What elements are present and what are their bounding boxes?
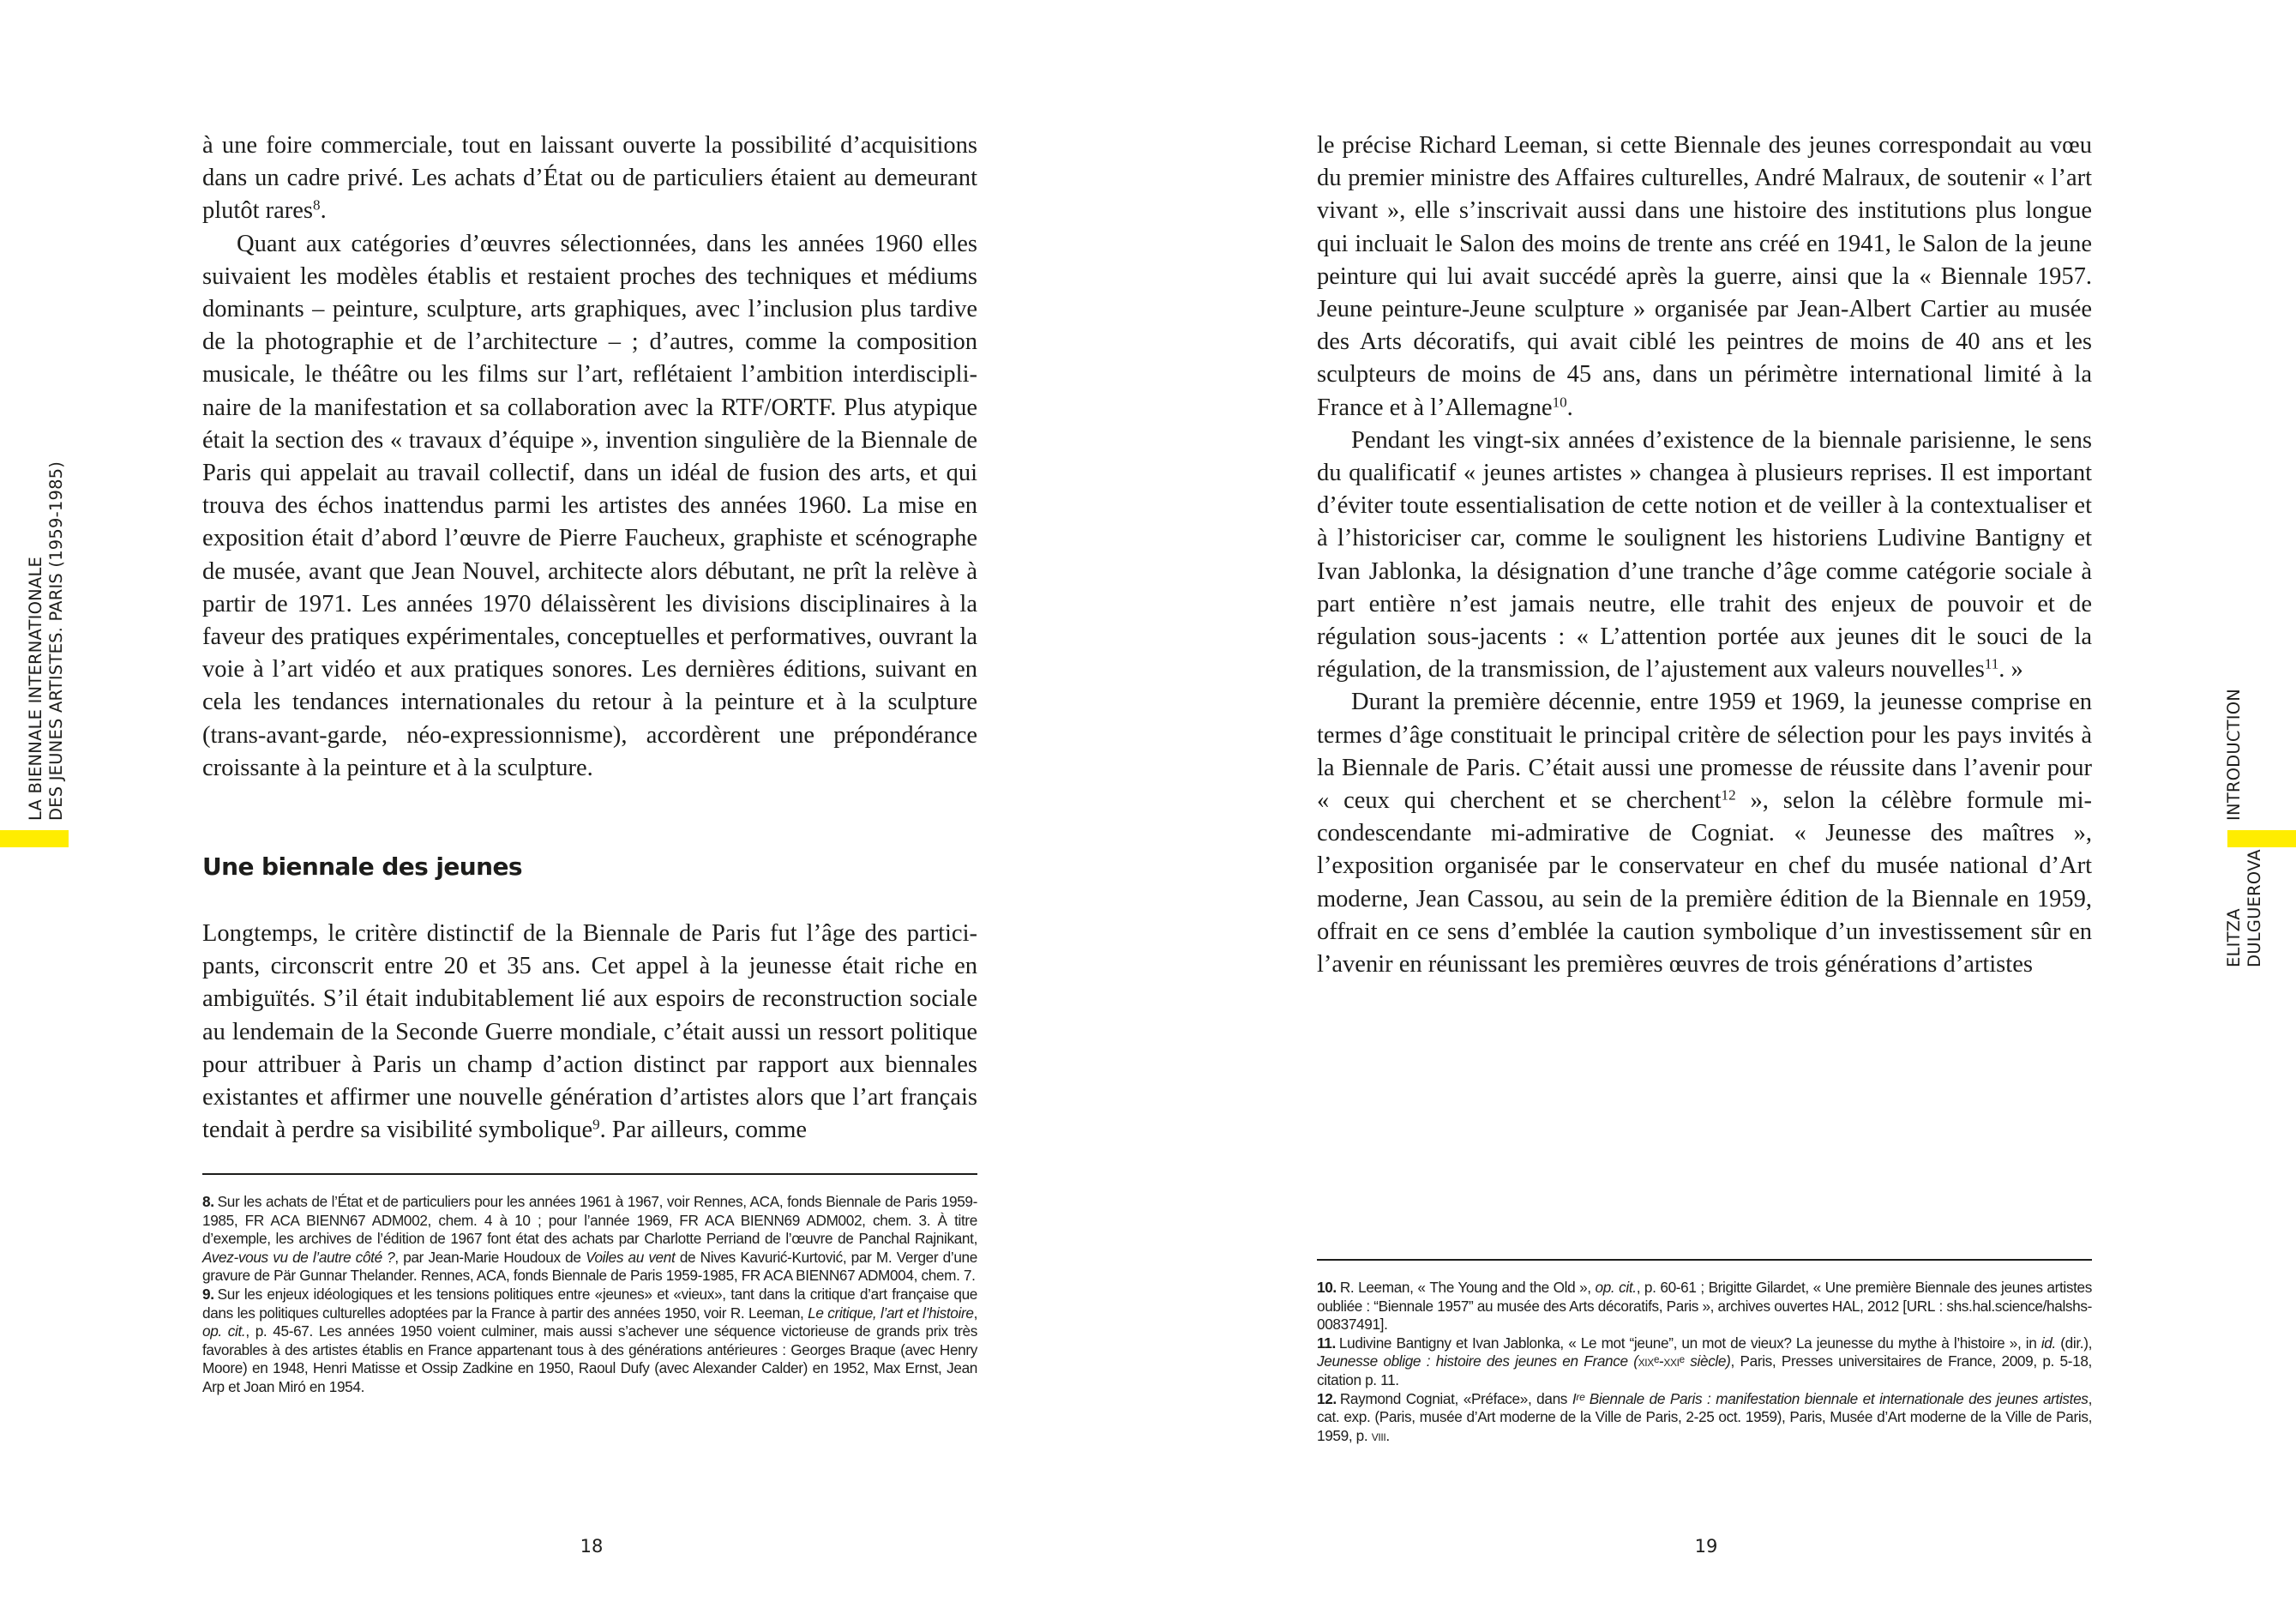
accent-bar-left: [0, 830, 69, 847]
running-title-left: [26, 461, 67, 821]
footnotes-left: [202, 1193, 977, 1397]
left-body-text-section: [202, 918, 977, 1147]
author-first-name: ELITZA: [2224, 908, 2244, 967]
footnote-number: 9.: [202, 1285, 214, 1303]
page-number-right: 19: [1694, 1536, 1718, 1557]
footnote: 11. Ludivine Bantigny et Ivan Jablonka, « Le mot “jeune”, un mot de vieux? La jeunesse du mythe à l’histoire », in id. (dir.), Jeunesse oblige : histoire des jeunes en France (xixᵉ-xxiᵉ siècle), Paris, Presses universitaires de France, 2009, p. 5-18, citation p. 11.: [1317, 1334, 2092, 1388]
footnote-number: 10.: [1317, 1279, 1337, 1296]
section-title: INTRODUCTION: [2224, 688, 2244, 821]
footnote-ref[interactable]: 12: [1721, 786, 1736, 804]
running-title-section: [2224, 689, 2245, 821]
running-title-line-1: LA BIENNALE INTERNATIONALE: [26, 556, 45, 821]
paragraph: Quant aux catégories d’œuvres sélectionnées, dans les années 1960 elles suivaient les modèles établis et restaient proches des techniques et médiums dominants – peinture, sculpture, arts graphiques, avec l’inclusion plus tardive de la photographie et de l’architecture – ; d’autres, comme la composition musicale, le théâtre ou les films sur l’art, reflétaient l’ambition interdisciplinaire de la manifestation et sa collaboration avec la RTF/ORTF. Plus atypique était la section des « travaux d’équipe », invention singulière de la Biennale de Paris qui appelait au travail collectif, dans un idéal de fusion des arts, et qui trouva des échos inattendus parmi les artistes des années 1960. La mise en exposition était d’abord l’œuvre de Pierre Faucheux, graphiste et scénographe de musée, avant que Jean Nouvel, architecte alors débutant, ne prît la relève à partir de 1971. Les années 1970 délaissèrent les divisions disciplinaires à la faveur des pratiques expérimentales, conceptuelles et performatives, ouvrant la voie à l’art vidéo et aux pratiques sonores. Les dernières éditions, suivant en cela les tendances internationales du retour à la peinture et à la sculpture (trans-avant-garde, néo-expressionnisme), accordèrent une prépondérance croissante à la peinture et à la sculpture.: [202, 230, 977, 781]
footnote: 8. Sur les achats de l’État et de particuliers pour les années 1961 à 1967, voir Rennes, ACA, fonds Biennale de Paris 1959-1985, FR ACA BIENN67 ADM002, chem. 4 à 10 ; pour l’année 1969, FR ACA BIENN69 ADM002, chem. 3. À titre d’exemple, les archives de l’édition de 1967 font état des achats par Charlotte Perriand de l’œuvre de Panchal Rajnikant, Avez-vous vu de l’autre côté ?, par Jean-Marie Houdoux de Voiles au vent de Nives Kavurić-Kurtović, par M. Verger d’une gravure de Pär Gunnar Thelander. Rennes, ACA, fonds Biennale de Paris 1959-1985, FR ACA BIENN67 ADM004, chem. 7.: [202, 1193, 977, 1285]
right-body-text: [1317, 129, 2092, 981]
section-heading: Une biennale des jeunes: [202, 852, 522, 881]
running-title-author: [2224, 849, 2265, 967]
footnote-ref[interactable]: 8: [313, 197, 321, 214]
footnote: 9. Sur les enjeux idéologiques et les tensions politiques entre «jeunes» et «vieux», tant dans la critique d’art française que dans les politiques culturelles adoptées par la France à partir des années 1950, voir R. Leeman, Le critique, l’art et l’histoire, op. cit., p. 45-67. Les années 1950 voient culminer, mais aussi s’achever une séquence victorieuse de grands prix très favorables à des artistes établis en France appartenant tous à des générations antérieures : Georges Braque (avec Henry Moore) en 1948, Henri Matisse et Ossip Zadkine en 1950, Raoul Dufy (avec Alexander Calder) en 1952, Max Ernst, Jean Arp et Joan Miró en 1954.: [202, 1285, 977, 1395]
footnote-divider-right: [1317, 1259, 2092, 1261]
footnote: 10. R. Leeman, « The Young and the Old », op. cit., p. 60-61 ; Brigitte Gilardet, « Une première Biennale des jeunes artistes oubliée : “Biennale 1957” au musée des Arts décoratifs, Paris », archives ouvertes HAL, 2012 [URL : shs.hal.science/halshs-00837491].: [1317, 1279, 2092, 1334]
paragraph: Pendant les vingt-six années d’existence de la biennale parisienne, le sens du qualificatif « jeunes artistes » changea à plusieurs reprises. Il est important d’éviter toute essentialisation de cette notion et de veiller à la contextualiser et à l’historiciser car, comme le soulignent les historiens Ludivine Bantigny et Ivan Jablonka, la désignation d’une tranche d’âge comme catégorie sociale à part entière n’est jamais neutre, elle trahit des enjeux de pouvoir et de régulation sous-jacents : « L’attention portée aux jeunes dit le souci de la régulation, de la transmission, de l’ajustement aux valeurs nouvelles$^{11}$. »: [1317, 426, 2092, 684]
paragraph: Durant la première décennie, entre 1959 et 1969, la jeunesse comprise en termes d’âge constituait le principal critère de sélection pour les pays invités à la Biennale de Paris. C’était aussi une promesse de réussite dans l’avenir pour « ceux qui cherchent et se cherchent$^{12}$ », selon la célèbre formule mi-condescendante mi-admirative de Cogniat. « Jeunesse des maîtres », l’exposition organisée par le conservateur en chef du musée national d’Art moderne, Jean Cassou, au sein de la première édition de la Biennale en 1959, offrait en ce sens d’emblée la caution symbolique d’un investissement sûr en l’avenir en réunissant les premières œuvres de trois générations d’artistes: [1317, 689, 2093, 979]
footnote-ref[interactable]: 9: [592, 1116, 600, 1133]
paragraph: le précise Richard Leeman, si cette Biennale des jeunes correspondait au vœu du premier ministre des Affaires culturelles, André Malraux, de soutenir « l’art vivant », elle s’inscrivait aussi dans une histoire des institutions plus longue qui incluait le Salon des moins de trente ans créé en 1941, le Salon de la jeune peinture qui lui avait succédé après la guerre, ainsi que la « Biennale 1957. Jeune peinture-Jeune sculpture » organisée par Jean-Albert Cartier au musée des Arts décoratifs, qui avait ciblé les peintres de moins de 40 ans et les sculpteurs de moins de 45 ans, dans un périmètre international limité à la France et à l’Allemagne$^{10}$.: [1317, 132, 2092, 421]
footnote: 12. Raymond Cogniat, «Préface», dans Iʳᵉ Biennale de Paris : manifestation biennale et internationale des jeunes artistes, cat. exp. (Paris, musée d’Art moderne de la Ville de Paris, 2-25 oct. 1959), Paris, Musée d’Art moderne de la Ville de Paris, 1959, p. viii.: [1317, 1389, 2092, 1444]
footnotes-right: [1317, 1279, 2092, 1445]
paragraph: à une foire commerciale, tout en laissant ouverte la possibilité d’acquisitions dans un cadre privé. Les achats d’État ou de particuliers étaient au demeurant plutôt rares$^8$.: [202, 132, 977, 225]
footnote-ref[interactable]: 11: [1984, 655, 1999, 672]
page-number-left: 18: [580, 1536, 604, 1557]
left-body-text: [202, 129, 977, 785]
footnote-ref[interactable]: 10: [1552, 394, 1567, 411]
paragraph: Longtemps, le critère distinctif de la Biennale de Paris fut l’âge des participants, circonscrit entre 20 et 35 ans. Cet appel à la jeunesse était riche en ambiguïtés. S’il était indubitablement lié aux espoirs de reconstruction sociale au lendemain de la Seconde Guerre mondiale, c’était aussi un ressort politique pour attribuer à Paris un champ d’action distinct par rapport aux biennales existantes et affirmer une nouvelle génération d’artistes alors que l’art français tendait à perdre sa visibilité symbolique$^9$. Par ailleurs, comme: [202, 920, 977, 1144]
footnote-divider-left: [202, 1173, 977, 1175]
accent-bar-right: [2227, 830, 2296, 847]
footnote-number: 8.: [202, 1193, 214, 1210]
footnote-number: 11.: [1317, 1334, 1336, 1352]
running-title-line-2: DES JEUNES ARTISTES. PARIS (1959-1985): [46, 461, 66, 821]
footnote-number: 12.: [1317, 1389, 1337, 1407]
author-last-name: DULGUEROVA: [2245, 849, 2264, 967]
